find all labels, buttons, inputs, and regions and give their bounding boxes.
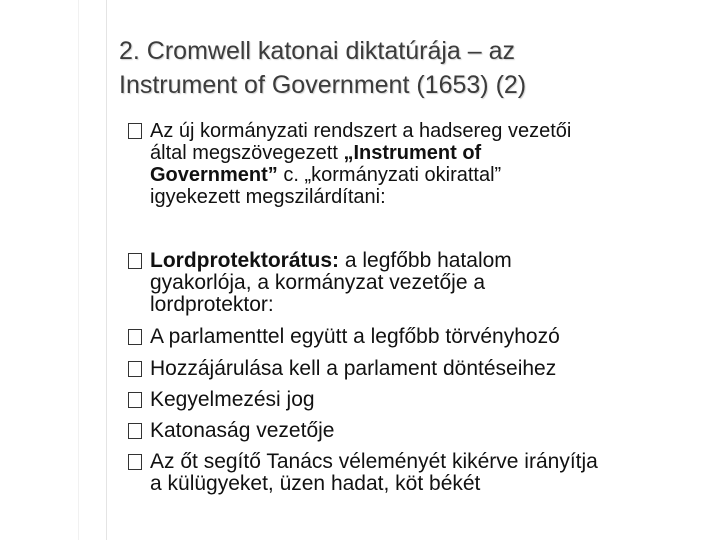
- bullet-text: [150, 451, 698, 495]
- bullet-line: a külügyeket, üzen hadat, köt békét: [150, 472, 481, 495]
- bullet-text: [150, 389, 698, 411]
- bullet-tanacs: [128, 451, 698, 495]
- bullet-line: lordprotektor:: [150, 293, 274, 316]
- bullet-line: Kegyelmezési jog: [150, 388, 315, 411]
- bullet-bold-text: Government”: [150, 164, 278, 186]
- bullet-line: Hozzájárulása kell a parlament döntéseihez: [150, 357, 557, 380]
- bullet-line: [150, 164, 698, 186]
- bullet-text: [150, 326, 698, 348]
- bullet-box-icon: [128, 123, 142, 139]
- bullet-bold-text: „Instrument of: [343, 142, 482, 164]
- bullet-text: [150, 420, 698, 442]
- bullet-instrument: [128, 120, 698, 208]
- bullet-lordprotektoratus: [128, 250, 698, 316]
- bullet-text: [150, 120, 698, 208]
- bullet-line: Az őt segítő Tanács véleményét kikérve irányítja: [150, 450, 598, 473]
- bullet-box-icon: [128, 329, 142, 345]
- decorative-line-outer: [78, 0, 79, 540]
- bullet-line: [150, 142, 698, 164]
- bullet-katonasag: [128, 420, 698, 442]
- bullet-box-icon: [128, 423, 142, 439]
- bullet-torvenyhozo: [128, 326, 698, 348]
- bullet-box-icon: [128, 361, 142, 377]
- bullet-line: Katonaság vezetője: [150, 419, 335, 442]
- bullet-text-segment: által megszövegezett: [150, 142, 344, 164]
- slide-title-line-1: 2. Cromwell katonai diktatúrája – az: [119, 37, 516, 65]
- slide-title: [119, 34, 679, 102]
- bullet-line: A parlamenttel együtt a legfőbb törvényhozó: [150, 325, 560, 348]
- bullet-line: igyekezett megszilárdítani:: [150, 186, 386, 208]
- bullet-hozzajarulas: [128, 358, 698, 380]
- bullet-line: Az új kormányzati rendszert a hadsereg vezetői: [150, 120, 572, 142]
- bullet-text-segment: c. „kormányzati okirattal”: [277, 164, 502, 186]
- bullet-box-icon: [128, 253, 142, 269]
- bullet-box-icon: [128, 392, 142, 408]
- bullet-text: [150, 358, 698, 380]
- bullet-kegyelmezes: [128, 389, 698, 411]
- bullet-box-icon: [128, 454, 142, 470]
- bullet-line: [150, 250, 698, 272]
- slide-title-line-2: Instrument of Government (1653) (2): [119, 71, 527, 99]
- decorative-line: [106, 0, 107, 540]
- bullet-text-segment: a legfőbb hatalom: [339, 249, 512, 272]
- bullet-text: [150, 250, 698, 316]
- bullet-bold-text: Lordprotektorátus:: [150, 249, 339, 272]
- bullet-line: gyakorlója, a kormányzat vezetője a: [150, 271, 486, 294]
